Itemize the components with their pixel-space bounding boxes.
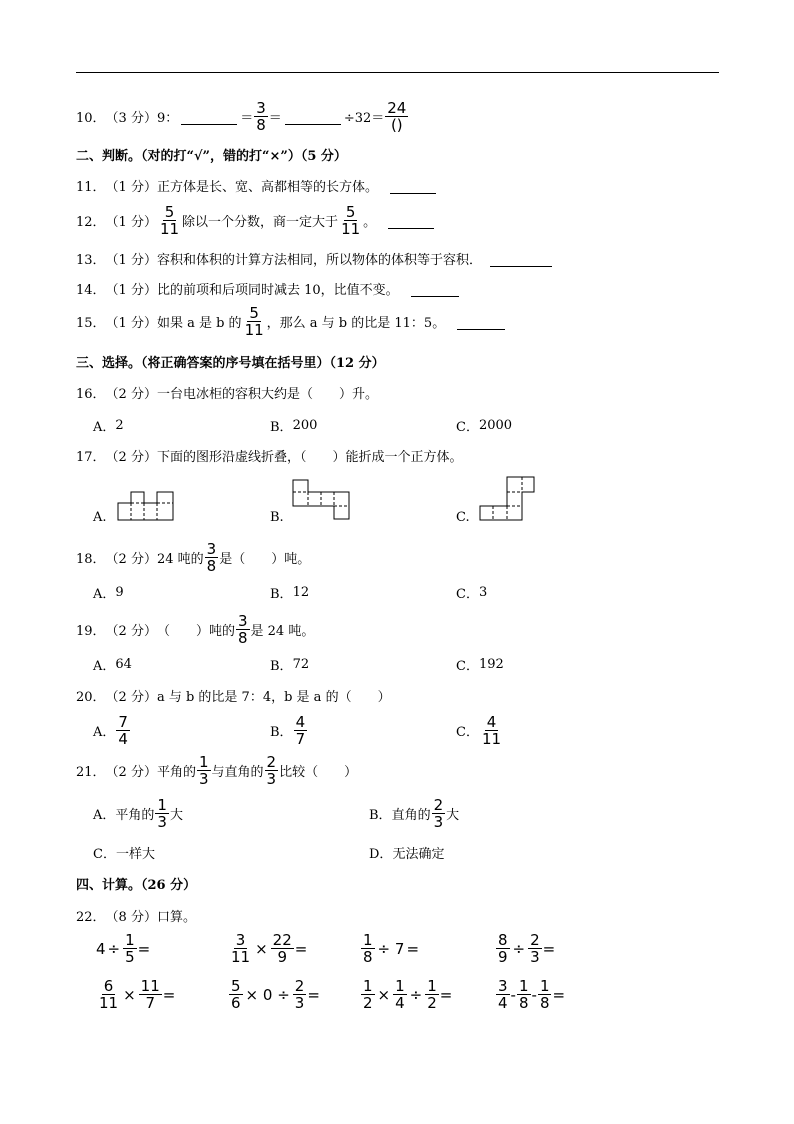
answer-blank[interactable]: [411, 295, 459, 297]
question-number: 20．: [76, 690, 106, 705]
mental-calc-item: $\frac{3}{4}$ - $\frac{1}{8}$ - $\frac{1}{8}$ =: [498, 977, 566, 1012]
option-c[interactable]: C． 2000: [456, 418, 513, 435]
mental-calc-item: $\frac{8}{9}$ ÷ $\frac{2}{3}$ =: [498, 931, 556, 966]
answer-blank[interactable]: [490, 265, 552, 267]
question-score: （1 分）: [105, 215, 157, 230]
question-16: [76, 383, 378, 402]
question-score: （2 分）: [105, 690, 157, 705]
option-a[interactable]: A． 9: [93, 585, 124, 602]
question-score: （1 分）: [105, 180, 157, 195]
option-c[interactable]: C． 3: [456, 585, 488, 602]
cube-net-a-figure: [117, 490, 177, 522]
answer-blank[interactable]: [285, 123, 341, 125]
question-score: （1 分）: [105, 283, 157, 298]
option-a[interactable]: A.: [93, 510, 107, 525]
option-c[interactable]: C． 一样大: [93, 847, 155, 862]
question-text: 正方体是长、宽、高都相等的长方体。: [156, 180, 378, 195]
question-score: （2 分）: [105, 552, 157, 567]
question-text: 与直角的: [211, 765, 264, 780]
option-a[interactable]: A． 平角的 $\frac{1}{3}$ 大: [93, 796, 183, 831]
question-18: [76, 541, 310, 574]
question-text: 容积和体积的计算方法相同，所以物体的体积等于容积．: [156, 253, 482, 268]
question-text: 比的前项和后项同时减去 10，比值不变。: [156, 283, 399, 298]
question-text: （: [156, 624, 170, 639]
option-d[interactable]: D． 无法确定: [369, 847, 445, 862]
question-text: 如果 a 是 b 的: [156, 316, 242, 331]
question-text: ）升。: [338, 387, 378, 402]
question-number: 17．: [76, 450, 106, 465]
question-number: 12．: [76, 215, 106, 230]
question-number: 22．: [76, 910, 106, 925]
question-number: 19．: [76, 624, 106, 639]
question-text: ÷32＝: [343, 111, 385, 126]
question-text: 一台电冰柜的容积大约是（: [156, 387, 313, 402]
header-rule: [76, 72, 719, 73]
section-title-judgment: 二、判断。（对的打“√”，错的打“×”）（5 分）: [76, 149, 347, 164]
mental-calc-item: $\frac{1}{2}$ × $\frac{1}{4}$ ÷ $\frac{1}{2}$ =: [363, 977, 453, 1012]
option-b[interactable]: B． 直角的 $\frac{2}{3}$ 大: [369, 796, 460, 831]
question-10: [76, 100, 409, 133]
answer-blank[interactable]: [181, 123, 237, 125]
question-13: [76, 249, 555, 268]
option-a[interactable]: A． 2: [93, 418, 124, 435]
question-score: （1 分）: [105, 253, 157, 268]
question-number: 13．: [76, 253, 106, 268]
question-score: （2 分）: [105, 450, 157, 465]
question-score: （1 分）: [105, 316, 157, 331]
fraction: $\frac{5}{11}$: [341, 203, 361, 238]
question-text: 口算。: [156, 910, 196, 925]
equals-sign: ＝: [240, 111, 254, 126]
option-b[interactable]: B.: [270, 510, 284, 525]
question-text: 除以一个分数，商一定大于: [182, 215, 339, 230]
answer-blank[interactable]: [457, 328, 505, 330]
question-number: 11．: [76, 180, 106, 195]
question-text: 24 吨的: [156, 552, 204, 567]
option-b[interactable]: B． 12: [270, 585, 310, 602]
mental-calc-item: $\frac{6}{11}$ × $\frac{11}{7}$ =: [99, 977, 176, 1012]
question-text: 。: [363, 215, 377, 230]
question-text: ）: [344, 765, 358, 780]
question-text: 下面的图形沿虚线折叠，（: [156, 450, 307, 465]
cube-net-b-figure: [292, 479, 352, 521]
fraction: $\frac{5}{11}$: [244, 304, 264, 339]
question-text: ）能折成一个正方体。: [332, 450, 463, 465]
question-20: [76, 686, 391, 705]
question-text: 是 24 吨。: [250, 624, 315, 639]
answer-blank[interactable]: [388, 227, 434, 229]
mental-calc-item: $\frac{1}{8}$ ÷ 7 =: [363, 931, 420, 966]
option-c[interactable]: C． 192: [456, 657, 504, 674]
fraction: $\frac{3}{8}$: [256, 99, 266, 134]
question-number: 10．: [76, 111, 106, 126]
question-text: 平角的: [156, 765, 196, 780]
option-a[interactable]: A． $\frac{7}{4}$: [93, 713, 128, 748]
question-number: 14．: [76, 283, 106, 298]
equals-sign: ＝: [268, 111, 282, 126]
question-score: （2 分）: [105, 387, 157, 402]
question-text: 9：: [156, 111, 179, 126]
question-number: 18．: [76, 552, 106, 567]
fraction: $\frac{5}{11}$: [159, 203, 180, 238]
fraction: $\frac{24}{()}$: [387, 99, 407, 134]
question-score: （8 分）: [105, 910, 157, 925]
option-c[interactable]: C． $\frac{4}{11}$: [456, 713, 502, 748]
mental-calc-item: $\frac{3}{11}$ × $\frac{22}{9}$ =: [231, 931, 308, 966]
question-text: ，那么 a 与 b 的比是 11：5。: [266, 316, 446, 331]
option-b[interactable]: B． 72: [270, 657, 310, 674]
fraction: $\frac{3}{8}$: [206, 540, 217, 575]
mental-calc-item: 4 ÷ $\frac{1}{5}$ =: [96, 931, 151, 966]
question-text: a 与 b 的比是 7：4，b 是 a 的（: [156, 690, 352, 705]
mental-calc-item: $\frac{5}{6}$ × 0 ÷ $\frac{2}{3}$ =: [231, 977, 320, 1012]
question-text: ）: [377, 690, 391, 705]
question-score: （2 分）: [105, 624, 157, 639]
question-number: 21．: [76, 765, 106, 780]
question-15: [76, 305, 508, 338]
question-text: 比较（: [279, 765, 319, 780]
question-19: [76, 613, 314, 646]
fraction: $\frac{2}{3}$: [266, 753, 277, 788]
answer-blank[interactable]: [390, 192, 436, 194]
cube-net-c-figure: [479, 476, 537, 522]
question-text: ）吨的: [195, 624, 235, 639]
question-12: [76, 204, 437, 237]
fraction: $\frac{3}{8}$: [237, 612, 248, 647]
question-score: （3 分）: [105, 111, 157, 126]
question-text: 是（: [219, 552, 246, 567]
option-b[interactable]: B． 200: [270, 418, 318, 435]
question-score: （2 分）: [105, 765, 157, 780]
fraction: $\frac{1}{3}$: [198, 753, 209, 788]
section-title-calculation: 四、计算。（26 分）: [76, 878, 197, 893]
option-b[interactable]: B． $\frac{4}{7}$: [270, 713, 306, 748]
question-number: 16．: [76, 387, 106, 402]
option-c[interactable]: C.: [456, 510, 470, 525]
question-22: [76, 906, 196, 925]
question-text: ）吨。: [271, 552, 311, 567]
section-title-choice: 三、选择。（将正确答案的序号填在括号里）（12 分）: [76, 356, 385, 371]
question-17: [76, 446, 462, 465]
question-number: 15．: [76, 316, 106, 331]
question-14: [76, 279, 462, 298]
question-21: [76, 754, 357, 787]
option-a[interactable]: A． 64: [93, 657, 132, 674]
question-11: [76, 176, 439, 195]
